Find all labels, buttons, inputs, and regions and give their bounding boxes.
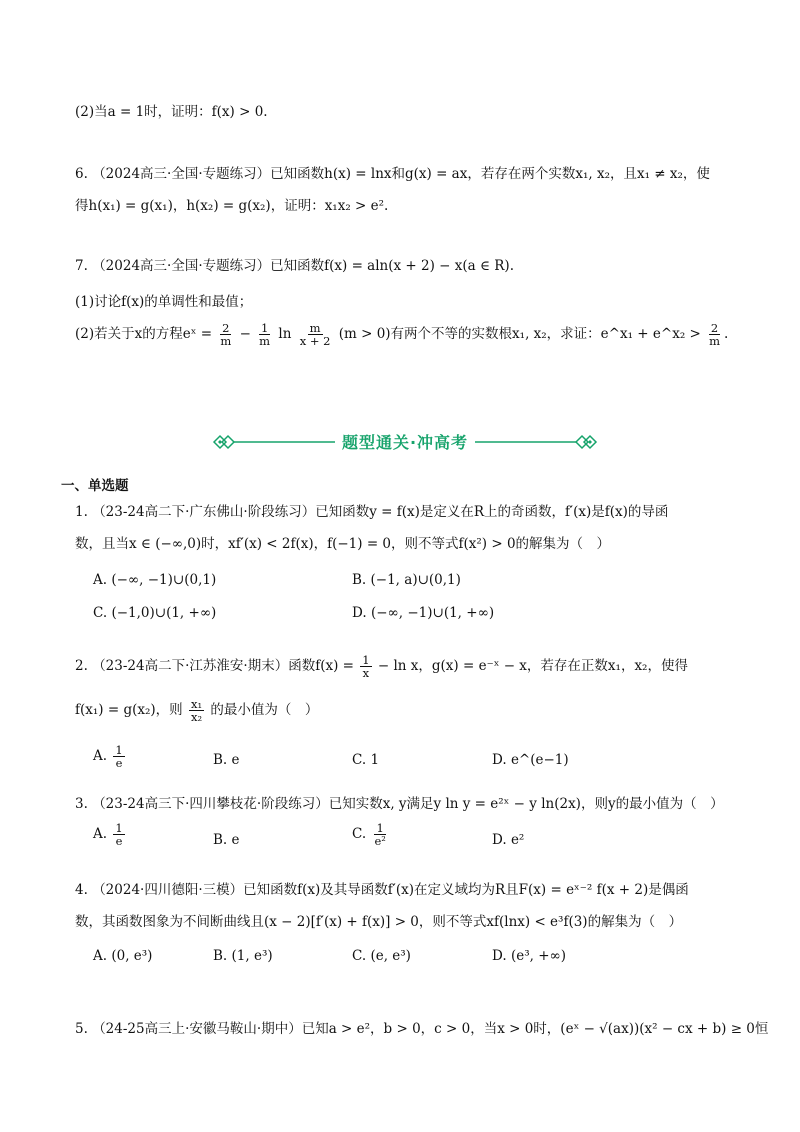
- fraction: $\frac{2}{m}$: [220, 321, 232, 349]
- option-c: C. $\frac{1}{\text{e²}}$: [352, 821, 386, 849]
- question-number: 7.: [75, 258, 88, 274]
- option-a: A. (−∞, −1)∪(0,1): [93, 572, 217, 588]
- question-source: （23-24高二下·广东佛山·阶段练习）: [92, 504, 316, 520]
- mc1-line2: 数，且当x ∈ (−∞,0)时，xf′(x) < 2f(x)，f(−1) = 0，则不等式f(x²) > 0的解集为（ ）: [75, 536, 611, 552]
- option-a: A. (0, e³): [93, 948, 153, 964]
- section-banner: [210, 430, 600, 454]
- prev-question-part2: (2)当a = 1时，证明：f(x) > 0.: [75, 104, 268, 120]
- option-c: C. 1: [352, 752, 380, 768]
- mc4-line1: 4. （2024·四川德阳·三模）已知函数f(x)及其导函数f′(x)在定义域均为R且F(x) = eˣ⁻² f(x + 2)是偶函: [75, 882, 689, 898]
- option-d: D. (e³, +∞): [492, 948, 567, 964]
- mc1-line1: 1. （23-24高二下·广东佛山·阶段练习）已知函数y = f(x)是定义在R上的奇函数，f′(x)是f(x)的导函: [75, 504, 669, 520]
- mc2-line2: f(x₁) = g(x₂)，则 $\frac{\text{x₁}}{\text{x₂}}$ 的最小值为（ ）: [75, 697, 319, 725]
- fraction: $\frac{1}{x}$: [362, 653, 370, 681]
- question-text: 已知函数h(x) = lnx和g(x) = ax，若存在两个实数x₁, x₂，且x₁ ≠ x₂，使: [270, 166, 710, 182]
- question-number: 1.: [75, 504, 88, 520]
- question-number: 3.: [75, 796, 88, 812]
- mc3-line1: 3. （23-24高三下·四川攀枝花·阶段练习）已知实数x, y满足y ln y = e²ˣ − y ln(2x)，则y的最小值为（ ）: [75, 796, 724, 812]
- option-b: B. e: [213, 752, 240, 768]
- mc4-line2: 数，其函数图象为不间断曲线且(x − 2)[f′(x) + f(x)] > 0，则不等式xf(lnx) < e³f(3)的解集为（ ）: [75, 914, 683, 930]
- banner-title: 题型通关·冲高考: [341, 433, 469, 452]
- question-source: （2024高三·全国·专题练习）: [92, 258, 271, 274]
- fraction: $\frac{2}{m}$: [709, 321, 721, 349]
- question-number: 2.: [75, 658, 88, 675]
- option-b: B. (−1, a)∪(0,1): [352, 572, 461, 588]
- question-text: 已知函数f(x) = aln(x + 2) − x(a ∈ R).: [270, 258, 514, 274]
- option-c: C. (−1,0)∪(1, +∞): [93, 605, 217, 621]
- option-c: C. (e, e³): [352, 948, 411, 964]
- question-source: （2024高三·全国·专题练习）: [92, 166, 271, 182]
- question-7-part1: (1)讨论f(x)的单调性和最值；: [75, 294, 253, 310]
- question-number: 6.: [75, 166, 88, 182]
- question-source: （24-25高三上·安徽马鞍山·期中）: [92, 1021, 302, 1037]
- question-6-line2: 得h(x₁) = g(x₁)，h(x₂) = g(x₂)，证明：x₁x₂ > e².: [75, 198, 389, 214]
- question-number: 5.: [75, 1021, 88, 1037]
- question-source: （2024·四川德阳·三模）: [92, 882, 244, 898]
- section-heading: 一、单选题: [61, 478, 129, 494]
- mc2-line1: 2. （23-24高二下·江苏淮安·期末）函数f(x) = $\frac{1}{x}$ − ln x，g(x) = e⁻ˣ − x，若存在正数x₁，x₂，使得: [75, 653, 688, 681]
- question-source: （23-24高二下·江苏淮安·期末）: [92, 658, 289, 675]
- option-a: A. $\frac{1}{e}$: [93, 743, 123, 771]
- fraction: $\frac{m}{x + 2}$: [299, 321, 331, 349]
- option-d: D. (−∞, −1)∪(1, +∞): [352, 605, 495, 621]
- option-d: D. e^(e−1): [492, 752, 569, 768]
- fraction: $\frac{\text{x₁}}{\text{x₂}}$: [190, 697, 203, 725]
- question-source: （23-24高三下·四川攀枝花·阶段练习）: [92, 796, 329, 812]
- mc5-line1: 5. （24-25高三上·安徽马鞍山·期中）已知a > e²，b > 0，c > 0，当x > 0时，(eˣ − √(ax))(x² − cx + b) ≥ 0恒: [75, 1021, 769, 1037]
- option-b: B. (1, e³): [213, 948, 273, 964]
- option-a: A. $\frac{1}{e}$: [93, 821, 123, 849]
- fraction: $\frac{1}{m}$: [259, 321, 271, 349]
- question-7-stem: [75, 254, 514, 274]
- option-d: D. e²: [492, 832, 525, 848]
- option-b: B. e: [213, 832, 240, 848]
- question-6-line1: [75, 162, 710, 182]
- question-7-part2: (2)若关于x的方程eˣ = $\frac{2}{m}$ − $\frac{1}{m}$ ln $\frac{m}{x + 2}$ (m > 0)有两个不等的实数根x₁, x₂，求证：e^x₁ + e^x₂ > $\frac{2}{m}$ .: [75, 321, 729, 349]
- question-number: 4.: [75, 882, 88, 898]
